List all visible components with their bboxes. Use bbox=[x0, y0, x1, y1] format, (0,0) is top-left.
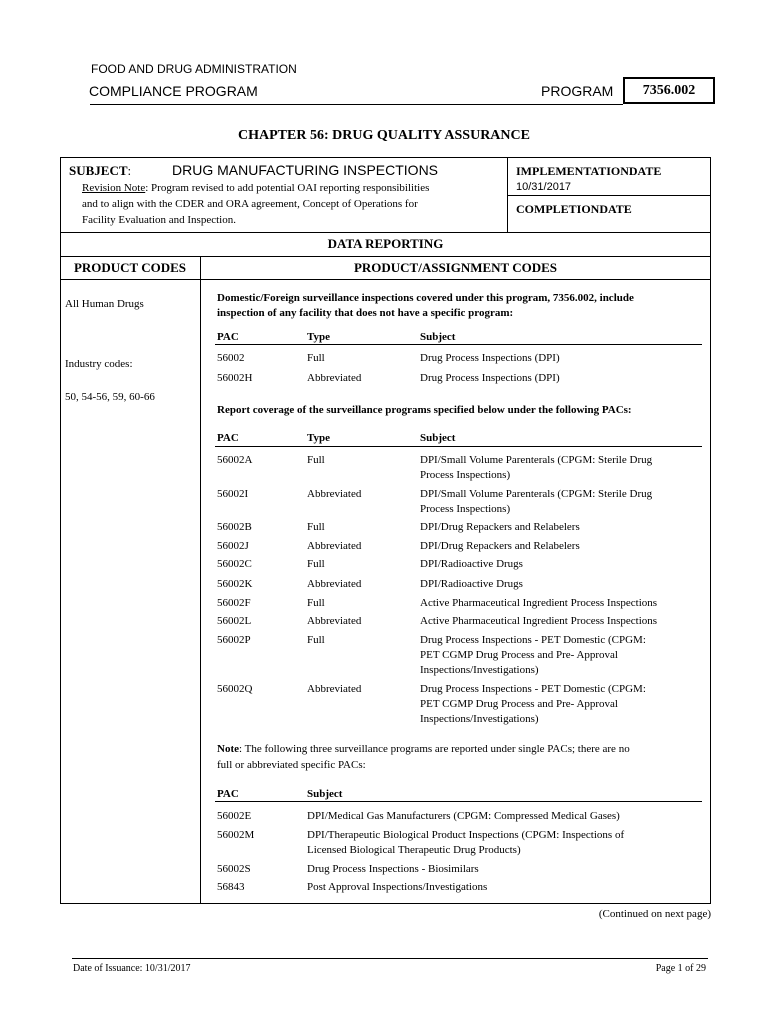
table2-type: Full bbox=[307, 634, 325, 646]
subject-label: SUBJECT bbox=[69, 163, 128, 178]
table2-subject-cont: PET CGMP Drug Process and Pre- Approval bbox=[420, 698, 618, 710]
table1-col-pac: PAC bbox=[217, 331, 239, 343]
intro-line-1: Domestic/Foreign surveillance inspections covered under this program, 7356.002, include bbox=[217, 292, 634, 304]
subject-colon: : bbox=[127, 163, 132, 178]
table2-subject-cont: Process Inspections) bbox=[420, 503, 511, 515]
table3-col-pac: PAC bbox=[217, 788, 239, 800]
table2-col-subject: Subject bbox=[420, 432, 456, 444]
table2-subject-cont: Process Inspections) bbox=[420, 469, 511, 481]
assignment-codes-header: PRODUCT/ASSIGNMENT CODES bbox=[353, 260, 558, 275]
revision-text: : Program revised to add potential OAI reporting responsibilities bbox=[145, 182, 430, 194]
table1-subject: Drug Process Inspections (DPI) bbox=[420, 352, 560, 364]
date-of-issuance: Date of Issuance: 10/31/2017 bbox=[73, 963, 191, 974]
table3-pac: 56843 bbox=[217, 881, 245, 893]
industry-codes: 50, 54-56, 59, 60-66 bbox=[65, 391, 155, 403]
table2-subject-cont: Inspections/Investigations) bbox=[420, 664, 539, 676]
table2-pac: 56002A bbox=[217, 454, 253, 466]
table1-pac: 56002H bbox=[217, 372, 253, 384]
table3-subject: DPI/Medical Gas Manufacturers (CPGM: Compressed Medical Gases) bbox=[307, 810, 620, 822]
continued-note: (Continued on next page) bbox=[598, 908, 711, 920]
subject-bottom-rule bbox=[60, 232, 711, 233]
note-label: Note bbox=[217, 743, 239, 755]
compliance-program-label: COMPLIANCE PROGRAM bbox=[89, 83, 258, 99]
table2-type: Abbreviated bbox=[307, 540, 362, 552]
table3-rule bbox=[215, 801, 702, 802]
table2-subject-cont: PET CGMP Drug Process and Pre- Approval bbox=[420, 649, 618, 661]
table1-pac: 56002 bbox=[217, 352, 245, 364]
completion-date-label: COMPLETIONDATE bbox=[516, 202, 632, 216]
table2-rule bbox=[215, 446, 702, 447]
all-human-drugs: All Human Drugs bbox=[65, 298, 144, 310]
subject-heading bbox=[69, 163, 131, 179]
table2-subject: Active Pharmaceutical Ingredient Process Inspections bbox=[420, 597, 658, 609]
table2-pac: 56002P bbox=[217, 634, 251, 646]
table2-pac: 56002J bbox=[217, 540, 249, 552]
table2-subject: Drug Process Inspections - PET Domestic (CPGM: bbox=[420, 683, 646, 695]
table3-subject: Post Approval Inspections/Investigations bbox=[307, 881, 488, 893]
table1-rule bbox=[215, 344, 702, 345]
table2-pac: 56002Q bbox=[217, 683, 253, 695]
intro-line-2: inspection of any facility that does not have a specific program: bbox=[217, 307, 514, 319]
table3-subject: DPI/Therapeutic Biological Product Inspections (CPGM: Inspections of bbox=[307, 829, 625, 841]
header-rule bbox=[90, 104, 623, 105]
program-number-box bbox=[623, 77, 715, 104]
table1-subject: Drug Process Inspections (DPI) bbox=[420, 372, 560, 384]
note-text: : The following three surveillance programs are reported under single PACs; there are no bbox=[239, 743, 630, 755]
data-reporting-heading: DATA REPORTING bbox=[327, 236, 444, 251]
implementation-date-label: IMPLEMENTATIONDATE bbox=[516, 164, 662, 178]
table2-type: Full bbox=[307, 454, 325, 466]
table2-type: Abbreviated bbox=[307, 615, 362, 627]
industry-codes-label: Industry codes: bbox=[65, 358, 133, 370]
table1-col-subject: Subject bbox=[420, 331, 456, 343]
note-line-2: full or abbreviated specific PACs: bbox=[217, 759, 366, 771]
table1-type: Abbreviated bbox=[307, 372, 362, 384]
table2-subject-cont: Inspections/Investigations) bbox=[420, 713, 539, 725]
table2-subject: Drug Process Inspections - PET Domestic (CPGM: bbox=[420, 634, 646, 646]
revision-line-3: Facility Evaluation and Inspection. bbox=[82, 214, 236, 226]
page-number: Page 1 of 29 bbox=[655, 963, 706, 974]
table2-subject: DPI/Radioactive Drugs bbox=[420, 578, 523, 590]
table3-pac: 56002S bbox=[217, 863, 251, 875]
table2-pac: 56002F bbox=[217, 597, 251, 609]
table3-subject: Drug Process Inspections - Biosimilars bbox=[307, 863, 479, 875]
table2-subject: DPI/Radioactive Drugs bbox=[420, 558, 523, 570]
date-divider bbox=[507, 195, 711, 196]
program-number: 7356.002 bbox=[642, 83, 696, 98]
table2-pac: 56002B bbox=[217, 521, 252, 533]
implementation-date: 10/31/2017 bbox=[516, 181, 572, 193]
report-coverage-line: Report coverage of the surveillance programs specified below under the following PACs: bbox=[217, 404, 632, 416]
revision-note bbox=[82, 181, 502, 195]
table2-pac: 56002L bbox=[217, 615, 252, 627]
column-header-rule bbox=[60, 279, 711, 280]
table2-col-pac: PAC bbox=[217, 432, 239, 444]
footer-rule bbox=[72, 958, 708, 959]
product-codes-header: PRODUCT CODES bbox=[73, 260, 187, 275]
table2-type: Full bbox=[307, 597, 325, 609]
table3-col-subject: Subject bbox=[307, 788, 343, 800]
table2-subject: Active Pharmaceutical Ingredient Process Inspections bbox=[420, 615, 658, 627]
revision-line-2: and to align with the CDER and ORA agreement, Concept of Operations for bbox=[82, 198, 418, 210]
table2-pac: 56002K bbox=[217, 578, 253, 590]
table3-pac: 56002E bbox=[217, 810, 252, 822]
table2-type: Full bbox=[307, 521, 325, 533]
column-divider bbox=[200, 256, 201, 904]
table2-subject: DPI/Small Volume Parenterals (CPGM: Sterile Drug bbox=[420, 454, 653, 466]
table1-col-type: Type bbox=[307, 331, 331, 343]
table2-pac: 56002I bbox=[217, 488, 249, 500]
agency-name: FOOD AND DRUG ADMINISTRATION bbox=[91, 62, 297, 76]
table2-pac: 56002C bbox=[217, 558, 252, 570]
program-label: PROGRAM bbox=[541, 83, 614, 99]
table3-subject-cont: Licensed Biological Therapeutic Drug Products) bbox=[307, 844, 521, 856]
table1-type: Full bbox=[307, 352, 325, 364]
table2-type: Abbreviated bbox=[307, 683, 362, 695]
table2-col-type: Type bbox=[307, 432, 331, 444]
chapter-title: CHAPTER 56: DRUG QUALITY ASSURANCE bbox=[238, 128, 530, 143]
table2-type: Full bbox=[307, 558, 325, 570]
table2-type: Abbreviated bbox=[307, 488, 362, 500]
table2-subject: DPI/Small Volume Parenterals (CPGM: Sterile Drug bbox=[420, 488, 653, 500]
data-reporting-rule bbox=[60, 256, 711, 257]
table2-subject: DPI/Drug Repackers and Relabelers bbox=[420, 521, 580, 533]
table2-subject: DPI/Drug Repackers and Relabelers bbox=[420, 540, 580, 552]
revision-label: Revision Note bbox=[82, 182, 146, 194]
table3-pac: 56002M bbox=[217, 829, 255, 841]
table2-type: Abbreviated bbox=[307, 578, 362, 590]
subject-title: DRUG MANUFACTURING INSPECTIONS bbox=[172, 162, 439, 178]
note-line-1 bbox=[217, 742, 630, 756]
